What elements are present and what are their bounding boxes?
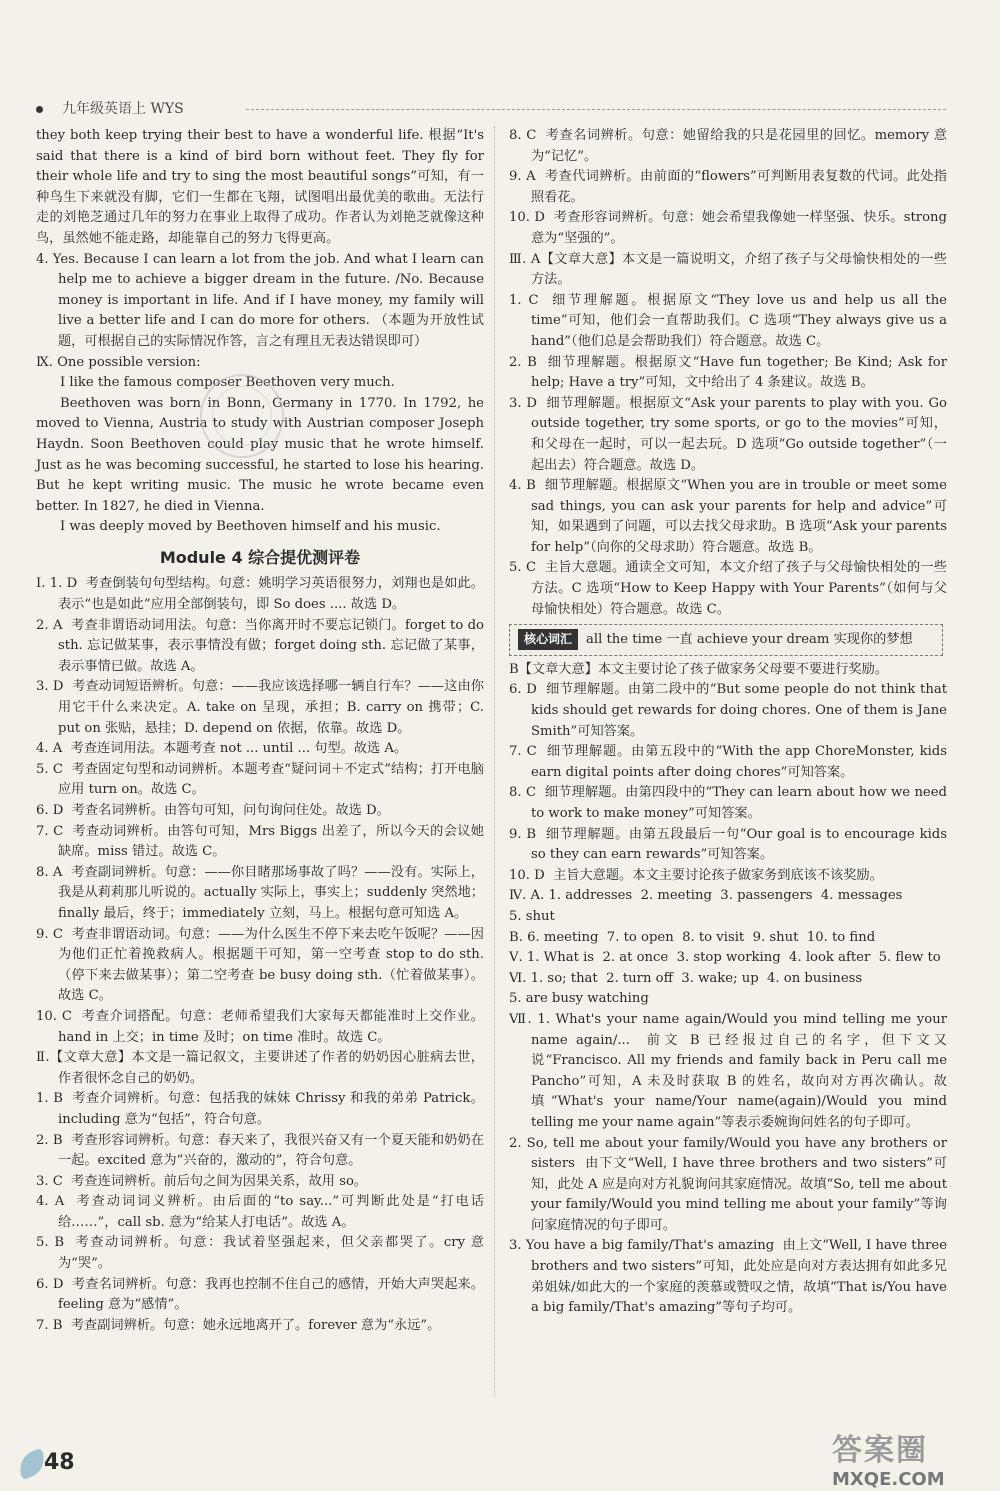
left-column: [36, 126, 489, 1336]
answer-paragraph: 8. C 考查名词辨析。句意：她留给我的只是花园里的回忆。memory 意为“记忆”。: [509, 128, 947, 164]
core-vocabulary-box: [509, 624, 943, 656]
watermark-top: 答案圈: [832, 1433, 928, 1468]
running-header: [36, 98, 946, 120]
answer-paragraph: 4. A 考查连词用法。本题考查 not ... until ... 句型。故选 A。: [36, 741, 408, 757]
answer-paragraph: 4. B 细节理解题。根据原文“When you are in trouble or meet some sad things, you can ask your parents for help and advice”可知，如果遇到了问题，可以去找父母求助。B 选项“Ask your parents for help”（向你的父母求助）符合题意。故选 B。: [509, 478, 952, 555]
header-title: 九年级英语上 WYS: [62, 101, 184, 117]
answer-paragraph: 2. So, tell me about your family/Would you have any brothers or sisters 由下文“Well, I have three brothers and two sisters”可知，此处 A 应是向对方礼貌询问其家庭情况。故填“So, tell me about your family/Would you mind telling me about your family”等询问家庭情况的句子即可。: [509, 1135, 952, 1233]
answer-paragraph: 3. You have a big family/That's amazing 由上文“Well, I have three brothers and two sisters”可知，此处应是向对方表达拥有如此多兄弟姐妹/如此大的一个家庭的羡慕或赞叹之情，故填“That is/You have a big family/That's amazing”等句子均可。: [509, 1238, 952, 1316]
right-column: [509, 126, 952, 1319]
answer-paragraph: 10. D 主旨大意题。本文主要讨论孩子做家务到底该不该奖励。: [509, 867, 883, 883]
answer-paragraph: 5. C 主旨大意题。通读全文可知，本文介绍了孩子与父母愉快相处的一些方法。C 选项“How to Keep Happy with Your Parents”（如何与父母愉快相处）符合题意。故选 C。: [509, 560, 947, 617]
answer-paragraph: B【文章大意】本文主要讨论了孩子做家务父母要不要进行奖励。: [509, 661, 888, 677]
answer-paragraph: 10. D 考查形容词辨析。句意：她会希望我像她一样坚强、快乐。strong 意为“坚强的”。: [509, 210, 952, 246]
answer-paragraph: they both keep trying their best to have a wonderful life. 根据“It's said that there is a kind of bird born without feet. They fly for their whole life and try to sing the most beautiful songs”可知，有一种鸟生下来就没有脚，它们一生都在飞翔，试图唱出最优美的歌曲。无法行走的刘艳芝通过几年的努力在事业上取得了成功。作者认为刘艳芝就像这种鸟，虽然她不能走路，却能靠自己的努力飞得更高。: [36, 128, 489, 246]
answer-paragraph: I like the famous composer Beethoven very much.: [60, 375, 395, 391]
answer-paragraph: Ⅲ. A【文章大意】本文是一篇说明文，介绍了孩子与父母愉快相处的一些方法。: [509, 251, 947, 288]
answer-paragraph: 5. shut: [509, 908, 555, 924]
answer-paragraph: 3. D 考查动词短语辨析。句意：——我应该选择哪一辆自行车？——这由你用它干什么来决定。A. take on 呈现，承担；B. carry on 携带；C. put on 张贴，悬挂；D. depend on 依据，依靠。故选 D。: [36, 679, 489, 736]
answer-paragraph: 6. D 细节理解题。由第二段中的“But some people do not think that kids should get rewards for doing chores. One of them is Jane Smith”可知答案。: [509, 682, 952, 739]
watermark-bottom: MXQE.COM: [832, 1469, 945, 1490]
answer-paragraph: 7. C 细节理解题。由第五段中的“With the app ChoreMonster, kids earn digital points after doing chores”可知答案。: [509, 744, 952, 780]
answer-paragraph: 2. B 细节理解题。根据原文“Have fun together; Be Kind; Ask for help; Have a try”可知，文中给出了 4 条建议。故选 B。: [509, 354, 952, 391]
bullet-dot: [36, 106, 43, 113]
answer-paragraph: Ⅳ. A. 1. addresses 2. meeting 3. passengers 4. messages: [509, 888, 903, 904]
answer-paragraph: 4. Yes. Because I can learn a lot from the job. And what I learn can help me to achieve a bigger dream in the future. /No. Because money is important in life. And if I have money, my family will live a better life and I can do more for others. （本题为开放性试题，可根据自己的实际情况作答，言之有理且无表达错误即可）: [36, 251, 489, 349]
answer-paragraph: 9. C 考查非谓语动词。句意：——为什么医生不停下来去吃午饭呢？——因为他们正忙着挽救病人。根据题干可知，第一空考查 stop to do sth.（停下来去做某事）；第二空考查 be busy doing sth.（忙着做某事）。故选 C。: [36, 926, 484, 1004]
watermark-logo: [832, 1425, 982, 1490]
answer-paragraph: 4. A 考查动词词义辨析。由后面的“to say...”可判断此处是“打电话给……”，call sb. 意为“给某人打电话”。故选 A。: [36, 1194, 484, 1230]
answer-paragraph: 1. B 考查介词辨析。句意：包括我的妹妹 Chrissy 和我的弟弟 Patrick。including 意为“包括”，符合句意。: [36, 1091, 484, 1127]
vocab-text: all the time 一直 achieve your dream 实现你的梦想: [586, 632, 913, 648]
answer-paragraph: 7. B 考查副词辨析。句意：她永远地离开了。forever 意为“永远”。: [36, 1317, 441, 1333]
answer-paragraph: 2. A 考查非谓语动词用法。句意：当你离开时不要忘记锁门。forget to do sth. 忘记做某事，表示事情没有做；forget doing sth. 忘记做了某事，表示事情已做。故选 A。: [36, 617, 489, 674]
answer-paragraph: 3. D 细节理解题。根据原文“Ask your parents to play with you. Go outside together, try some sports, or go to the movies”可知，和父母在一起时，可以一起去玩。D 选项“Go outside together”（一起出去）符合题意。故选 D。: [509, 395, 952, 473]
answer-paragraph: 7. C 考查动词辨析。由答句可知，Mrs Biggs 出差了，所以今天的会议她缺席。miss 错过。故选 C。: [36, 823, 484, 860]
answer-paragraph: 3. C 考查连词辨析。前后句之间为因果关系，故用 so。: [36, 1173, 368, 1189]
answer-paragraph: 9. B 细节理解题。由第五段最后一句“Our goal is to encourage kids so they can earn rewards”可知答案。: [509, 826, 952, 863]
module-title: Module 4 综合提优测评卷: [159, 547, 361, 567]
answer-paragraph: 8. A 考查副词辨析。句意：——你目睹那场事故了吗？——没有。实际上，我是从莉莉那儿听说的。actually 实际上，事实上；suddenly 突然地；finally 最后，终于；immediately 立刻，马上。根据句意可知选 A。: [36, 864, 484, 921]
page-number: 48: [44, 1450, 75, 1475]
answer-paragraph: 1. C 细节理解题。根据原文“They love us and help us all the time”可知，他们会一直帮助我们。C 选项“They always give us a hand”（他们总是会帮助我们）符合题意。故选 C。: [509, 292, 952, 349]
answer-paragraph: Ⅵ. 1. so; that 2. turn off 3. wake; up 4. on business: [509, 970, 863, 986]
answer-paragraph: 5. B 考查动词辨析。句意：我试着坚强起来，但父亲都哭了。cry 意为“哭”。: [36, 1235, 484, 1272]
answer-paragraph: 5. C 考查固定句型和动词辨析。本题考查“疑问词＋不定式”结构；打开电脑应用 turn on。故选 C。: [36, 761, 484, 798]
header-rule: [246, 109, 946, 110]
answer-paragraph: Ⅸ. One possible version:: [36, 354, 201, 370]
answer-paragraph: Ⅰ. 1. D 考查倒装句句型结构。句意：姚明学习英语很努力，刘翔也是如此。表示“也是如此”应用全部倒装句，即 So does .... 故选 D。: [36, 576, 484, 613]
answer-paragraph: Ⅶ. 1. What's your name again/Would you mind telling me your name again/... 前文 B 已经报过自己的名字，但下文又说“Francisco. All my friends and family back in Peru call me Pancho”可知，A 未及时获取 B 的姓名，故向对方再次确认。故填“What's your name/Your name(again)/Would you mind telling me your name again”等表示委婉询问姓名的句子即可。: [509, 1011, 952, 1130]
answer-paragraph: I was deeply moved by Beethoven himself and his music.: [60, 519, 441, 535]
answer-paragraph: 2. B 考查形容词辨析。句意：春天来了，我很兴奋又有一个夏天能和奶奶在一起。excited 意为“兴奋的，激动的”，符合句意。: [36, 1132, 484, 1169]
answer-paragraph: B. 6. meeting 7. to open 8. to visit 9. shut 10. to find: [509, 929, 876, 945]
answer-paragraph: 10. C 考查介词搭配。句意：老师希望我们大家每天都能准时上交作业。hand in 上交；in time 及时；on time 准时。故选 C。: [36, 1008, 484, 1045]
vocab-tag: 核心词汇: [518, 629, 578, 650]
answer-paragraph: 6. D 考查名词辨析。句意：我再也控制不住自己的感情，开始大声哭起来。feeling 意为“感情”。: [36, 1276, 484, 1313]
ink-stamp-mark: [200, 374, 284, 458]
answer-paragraph: 8. C 细节理解题。由第四段中的“They can learn about how we need to work to make money”可知答案。: [509, 785, 952, 821]
answer-paragraph: Ⅱ.【文章大意】本文是一篇记叙文，主要讲述了作者的奶奶因心脏病去世，作者很怀念自己的奶奶。: [36, 1050, 484, 1086]
column-divider: [494, 126, 495, 1396]
answer-paragraph: 9. A 考查代词辨析。由前面的“flowers”可判断用表复数的代词。此处指照看花。: [509, 169, 947, 205]
answer-paragraph: Ⅴ. 1. What is 2. at once 3. stop working 4. look after 5. flew to: [509, 950, 941, 966]
answer-paragraph: Beethoven was born in Bonn, Germany in 1770. In 1792, he moved to Vienna, Austria to study with Austrian composer Joseph Haydn. Soon Beethoven could play music that he wrote himself. Just as he was becoming successful, he started to lose his hearing. But he kept writing music. The music he wrote became even better. In 1827, he died in Vienna.: [36, 395, 489, 514]
answer-paragraph: 6. D 考查名词辨析。由答句可知，问句询问住处。故选 D。: [36, 803, 390, 818]
answer-paragraph: 5. are busy watching: [509, 991, 649, 1007]
